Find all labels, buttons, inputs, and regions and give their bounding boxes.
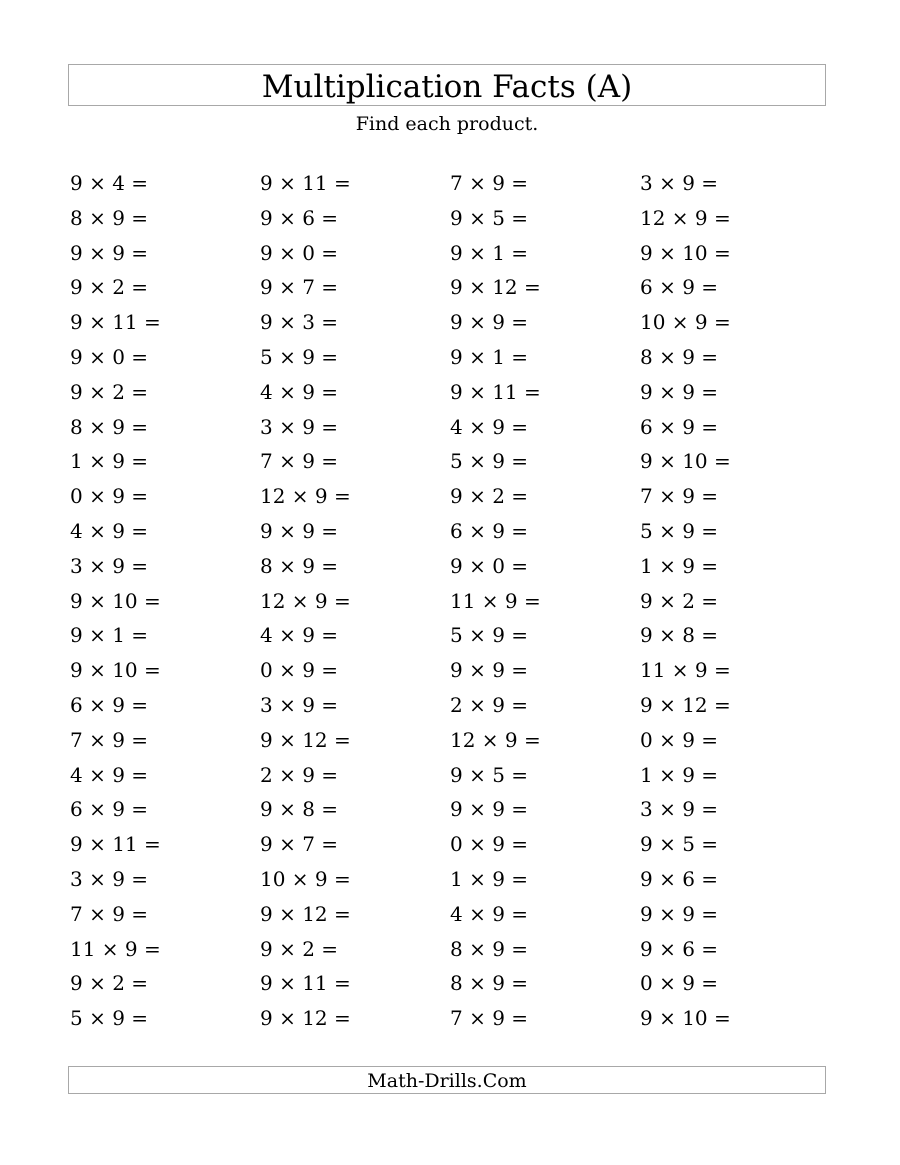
problem-grid <box>70 166 830 1036</box>
problem-row <box>70 201 830 236</box>
multiplication-problem: 10 × 9 = <box>260 866 351 891</box>
multiplication-problem: 9 × 5 = <box>450 205 529 230</box>
multiplication-problem: 7 × 9 = <box>640 484 719 509</box>
multiplication-problem: 9 × 12 = <box>640 692 731 717</box>
problem-row <box>70 966 830 1001</box>
multiplication-problem: 9 × 2 = <box>260 936 339 961</box>
multiplication-problem: 9 × 8 = <box>260 797 339 822</box>
multiplication-problem: 9 × 6 = <box>640 936 719 961</box>
multiplication-problem: 9 × 6 = <box>640 866 719 891</box>
multiplication-problem: 9 × 7 = <box>260 275 339 300</box>
multiplication-problem: 1 × 9 = <box>640 553 719 578</box>
problem-row <box>70 514 830 549</box>
problem-row <box>70 932 830 967</box>
multiplication-problem: 9 × 1 = <box>450 344 529 369</box>
problem-row <box>70 375 830 410</box>
multiplication-problem: 8 × 9 = <box>260 553 339 578</box>
multiplication-problem: 9 × 6 = <box>260 205 339 230</box>
problem-row <box>70 827 830 862</box>
multiplication-problem: 7 × 9 = <box>450 1006 529 1031</box>
multiplication-problem: 8 × 9 = <box>450 936 529 961</box>
multiplication-problem: 3 × 9 = <box>260 692 339 717</box>
multiplication-problem: 1 × 9 = <box>70 449 149 474</box>
multiplication-problem: 9 × 3 = <box>260 310 339 335</box>
multiplication-problem: 8 × 9 = <box>450 971 529 996</box>
multiplication-problem: 9 × 0 = <box>260 240 339 265</box>
problem-row <box>70 340 830 375</box>
multiplication-problem: 9 × 9 = <box>450 797 529 822</box>
multiplication-problem: 9 × 10 = <box>70 658 161 683</box>
multiplication-problem: 8 × 9 = <box>640 344 719 369</box>
multiplication-problem: 0 × 9 = <box>260 658 339 683</box>
problem-row <box>70 1001 830 1036</box>
multiplication-problem: 0 × 9 = <box>70 484 149 509</box>
multiplication-problem: 4 × 9 = <box>70 762 149 787</box>
multiplication-problem: 0 × 9 = <box>640 727 719 752</box>
multiplication-problem: 3 × 9 = <box>640 171 719 195</box>
problem-row <box>70 479 830 514</box>
multiplication-problem: 11 × 9 = <box>450 588 541 613</box>
multiplication-problem: 5 × 9 = <box>450 623 529 648</box>
multiplication-problem: 12 × 9 = <box>260 484 351 509</box>
multiplication-problem: 9 × 12 = <box>260 901 351 926</box>
multiplication-problem: 9 × 1 = <box>450 240 529 265</box>
multiplication-problem: 9 × 2 = <box>450 484 529 509</box>
problem-row <box>70 305 830 340</box>
multiplication-problem: 9 × 9 = <box>260 518 339 543</box>
multiplication-problem: 9 × 11 = <box>260 171 351 195</box>
problem-row <box>70 270 830 305</box>
problem-row <box>70 897 830 932</box>
multiplication-problem: 11 × 9 = <box>70 936 161 961</box>
multiplication-problem: 12 × 9 = <box>260 588 351 613</box>
problem-row <box>70 792 830 827</box>
problem-row <box>70 236 830 271</box>
multiplication-problem: 4 × 9 = <box>260 623 339 648</box>
problem-row <box>70 584 830 619</box>
multiplication-problem: 9 × 4 = <box>70 171 149 195</box>
multiplication-problem: 8 × 9 = <box>70 414 149 439</box>
multiplication-problem: 9 × 12 = <box>260 727 351 752</box>
multiplication-problem: 9 × 9 = <box>640 379 719 404</box>
multiplication-problem: 9 × 1 = <box>70 623 149 648</box>
multiplication-problem: 9 × 2 = <box>640 588 719 613</box>
multiplication-problem: 4 × 9 = <box>260 379 339 404</box>
multiplication-problem: 9 × 5 = <box>640 832 719 857</box>
multiplication-problem: 6 × 9 = <box>640 275 719 300</box>
multiplication-problem: 9 × 8 = <box>640 623 719 648</box>
multiplication-problem: 9 × 10 = <box>640 1006 731 1031</box>
multiplication-problem: 9 × 2 = <box>70 379 149 404</box>
multiplication-problem: 9 × 9 = <box>450 658 529 683</box>
worksheet-instructions: Find each product. <box>355 113 539 135</box>
multiplication-problem: 3 × 9 = <box>70 866 149 891</box>
multiplication-problem: 9 × 10 = <box>640 240 731 265</box>
multiplication-problem: 9 × 2 = <box>70 971 149 996</box>
multiplication-problem: 8 × 9 = <box>70 205 149 230</box>
worksheet-title: Multiplication Facts (A) <box>68 64 826 106</box>
multiplication-problem: 4 × 9 = <box>450 414 529 439</box>
multiplication-problem: 11 × 9 = <box>640 658 731 683</box>
multiplication-problem: 9 × 11 = <box>450 379 541 404</box>
multiplication-problem: 7 × 9 = <box>70 901 149 926</box>
multiplication-problem: 1 × 9 = <box>640 762 719 787</box>
multiplication-problem: 9 × 9 = <box>640 901 719 926</box>
problem-row <box>70 653 830 688</box>
problem-row <box>70 166 830 201</box>
footer-source: Math-Drills.Com <box>68 1066 826 1094</box>
multiplication-problem: 7 × 9 = <box>450 171 529 195</box>
multiplication-problem: 6 × 9 = <box>70 692 149 717</box>
problem-row <box>70 723 830 758</box>
multiplication-problem: 4 × 9 = <box>70 518 149 543</box>
multiplication-problem: 12 × 9 = <box>450 727 541 752</box>
multiplication-problem: 5 × 9 = <box>450 449 529 474</box>
multiplication-problem: 2 × 9 = <box>260 762 339 787</box>
multiplication-problem: 3 × 9 = <box>640 797 719 822</box>
problem-row <box>70 444 830 479</box>
multiplication-problem: 6 × 9 = <box>70 797 149 822</box>
problem-row <box>70 618 830 653</box>
multiplication-problem: 9 × 11 = <box>70 310 161 335</box>
multiplication-problem: 9 × 9 = <box>70 240 149 265</box>
problem-row <box>70 758 830 793</box>
multiplication-problem: 5 × 9 = <box>640 518 719 543</box>
multiplication-problem: 7 × 9 = <box>70 727 149 752</box>
multiplication-problem: 6 × 9 = <box>450 518 529 543</box>
problem-row <box>70 410 830 445</box>
multiplication-problem: 9 × 0 = <box>450 553 529 578</box>
multiplication-problem: 12 × 9 = <box>640 205 731 230</box>
multiplication-problem: 9 × 9 = <box>450 310 529 335</box>
problem-row <box>70 549 830 584</box>
multiplication-problem: 9 × 10 = <box>70 588 161 613</box>
multiplication-problem: 9 × 12 = <box>450 275 541 300</box>
problem-row <box>70 688 830 723</box>
multiplication-problem: 0 × 9 = <box>450 832 529 857</box>
problem-row <box>70 862 830 897</box>
multiplication-problem: 9 × 5 = <box>450 762 529 787</box>
multiplication-problem: 10 × 9 = <box>640 310 731 335</box>
multiplication-problem: 5 × 9 = <box>70 1006 149 1031</box>
multiplication-problem: 4 × 9 = <box>450 901 529 926</box>
multiplication-problem: 1 × 9 = <box>450 866 529 891</box>
multiplication-problem: 9 × 2 = <box>70 275 149 300</box>
multiplication-problem: 9 × 11 = <box>260 971 351 996</box>
multiplication-problem: 3 × 9 = <box>260 414 339 439</box>
multiplication-problem: 5 × 9 = <box>260 344 339 369</box>
multiplication-problem: 7 × 9 = <box>260 449 339 474</box>
multiplication-problem: 9 × 12 = <box>260 1006 351 1031</box>
multiplication-problem: 9 × 11 = <box>70 832 161 857</box>
multiplication-problem: 9 × 7 = <box>260 832 339 857</box>
multiplication-problem: 9 × 10 = <box>640 449 731 474</box>
multiplication-problem: 6 × 9 = <box>640 414 719 439</box>
multiplication-problem: 9 × 0 = <box>70 344 149 369</box>
multiplication-problem: 0 × 9 = <box>640 971 719 996</box>
multiplication-problem: 2 × 9 = <box>450 692 529 717</box>
multiplication-problem: 3 × 9 = <box>70 553 149 578</box>
